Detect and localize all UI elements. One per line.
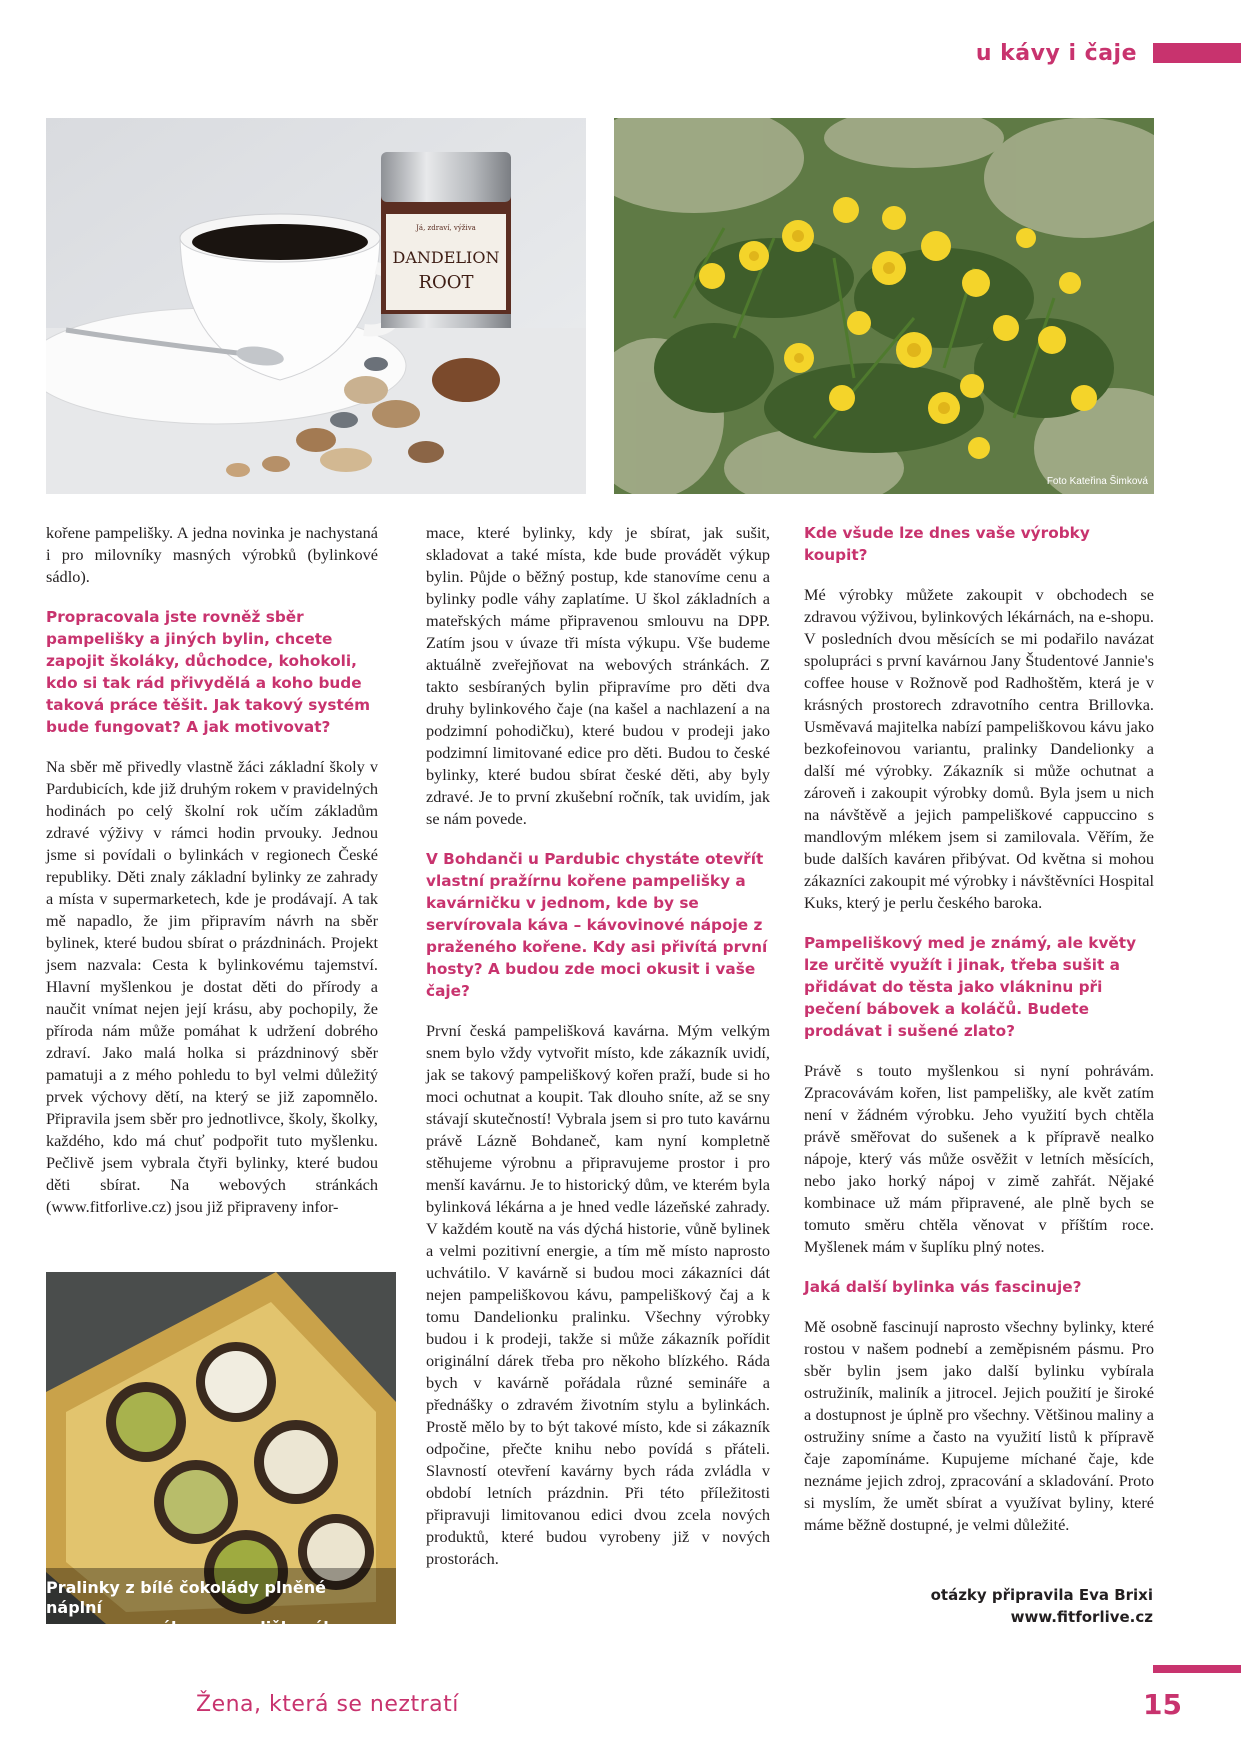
author-signature: otázky připravila Eva Brixi (930, 1586, 1153, 1604)
jar-label-line2: ROOT (418, 272, 474, 293)
answer-paragraph: Mě osobně fascinují naprosto všechny bylinky, které rostou v našem podnebí a zeměpisném pásmu. Pro sběr bylin jsem jako další bylinku vybírala ostružiník, maliník a jitrocel. Jejich použití je široké a dostupnost je úplně pro všechny. Většinou maliny a ostružiny sníme a často na využití listů k přípravě čaje zapomínáme. Kupujeme míchané čaje, kde neznáme jejich zdroj, zpracování a skladování. Proto si myslím, že umět sbírat a využívat byliny, které máme běžně dostupné, je velmi důležité. (804, 1317, 1154, 1534)
answer-paragraph: kořene pampelišky. A jedna novinka je nachystaná i pro milovníky masných výrobků (bylinkové sádlo). (46, 523, 378, 586)
pralines-caption (46, 1578, 386, 1658)
article-column-1 (46, 522, 378, 1236)
answer-paragraph: Právě s touto myšlenkou si nyní pohrávám. Zpracovávám kořen, list pampelišky, ale květ zatím není v žádném výrobku. Jeho využití bych chtěla právě směřovat do sušenek a k přípravě nealko nápoje, který vás může osvěžit v letních měsících, nebo jako horký nápoj v zimě zahřát. Nějaké kombinace už mám připravené, ale plně bych se tomuto směru chtěla věnovat v příštím roce. Myšlenek mám v šuplíku plný notes. (804, 1061, 1154, 1256)
pralines-illustration (46, 1272, 396, 1624)
caption-line-1: Pralinky z bílé čokolády plněné náplní (46, 1578, 326, 1617)
footer-bar (1153, 1665, 1241, 1673)
article-column-3 (804, 522, 1154, 1554)
jar-tag: Já, zdraví, výživa (416, 224, 476, 232)
interview-question: Pampeliškový med je známý, ale květy lze určitě využít i jinak, třeba sušit a přidávat do těsta jako vlákninu při pečení bábovek a koláčů. Budete prodávat i sušené zlato? (804, 934, 1137, 1040)
rubric-label: u kávy i čaje (975, 40, 1137, 66)
section-rubric (976, 30, 1241, 76)
website-link[interactable]: www.fitforlive.cz (1010, 1608, 1153, 1626)
dandelion-illustration (614, 118, 1154, 494)
article-column-2 (426, 522, 770, 1588)
rubric-bar (1153, 43, 1241, 63)
page-number: 15 (1143, 1688, 1182, 1721)
interview-question: Propracovala jste rovněž sběr pampelišky a jiných bylin, chcete zapojit školáky, důchodce, kohokoli, kdo si tak rád přivydělá a koho bude taková práce těšit. Jak takový systém bude fungovat? A jak motivovat? (46, 608, 371, 736)
pralines-photo (46, 1272, 396, 1624)
caption-line-2: z macerovaného pampeliškového kořene (46, 1618, 346, 1657)
answer-paragraph: Na sběr mě přivedly vlastně žáci základní školy v Pardubicích, kde již druhým rokem v pravidelných hodinách po celý školní rok učím základům zdravé výživy v rámci hodin prvouky. Jednou jsme si povídali o bylinkách v regionech České republiky. Děti znaly základní bylinky ze zahrady a místa v supermarketech, kde je prodávají. A tak mě napadlo, že jim připravím návrh na sběr bylinek, které budou sbírat o prázdninách. Projekt jsem nazvala: Cesta k bylinkovému tajemství. Hlavní myšlenkou je dostat děti do přírody a naučit vnímat nejen její krásu, aby pochopily, že příroda nám může pomáhat k udržení dobrého zdraví. Jako malá holka si prázdninový sběr pamatuji a z mého pohledu to byl velmi důležitý prvek výchovy dětí, na který se již zapomnělo. Připravila jsem sběr pro jednotlivce, školy, školky, každého, kdo má chuť podpořit tuto myšlenku. Pečlivě jsem vybrala čtyři bylinky, které budou děti sbírat. Na webových stránkách (www.fitforlive.cz) jsou již připraveny infor- (46, 757, 378, 1216)
coffee-photo (46, 118, 586, 494)
jar-label-line1: DANDELION (392, 248, 500, 267)
answer-paragraph: První česká pampelišková kavárna. Mým velkým snem bylo vždy vytvořit místo, kde zákazník uvidí, jak se takový pampeliškový kořen praží, bude si ho moci ochutnat a koupit. Tak dlouho sníte, až se sny stávají skutečností! Vybrala jsem si pro tuto kavárnu právě Lázně Bohdaneč, kam nyní kompletně stěhujeme výrobnu a připravujeme prostor i pro menší kavárnu. Je to historický dům, ve kterém byla bylinková lékárna a je hned vedle lázeňské zahrady. V každém koutě na vás dýchá historie, vůně bylinek a velmi pozitivní energie, a tím mě místo naprosto uchvátilo. V kavárně si budou moci zákazníci dát nejen pampeliškovou kávu, pampeliškový čaj a k tomu Dandelionku pralinku. Všechny výrobky budou i k prodeji, takže si může zákazník pořídit originální dárek třeba pro někoho blízkého. Ráda bych v kavárně pořádala různé semináře a přednášky o zdravém životním stylu a bylinkách. Prostě mělo by to být takové místo, kde si zákazník odpočine, přečte knihu nebo povídá s přáteli. Slavností otevření kavárny bych ráda zvládla v období letních prázdnin. Při této příležitosti připravuji limitovanou edici dvou zcela nových produktů, které budou vyrobeny již v nových prostorách. (426, 1021, 770, 1568)
interview-question: V Bohdanči u Pardubic chystáte otevřít vlastní pražírnu kořene pampelišky a kavárničku v jednom, kde by se servírovala káva – kávovinové nápoje z praženého kořene. Kdy asi přivítá první hosty? A budou zde moci okusit i vaše čaje? (426, 850, 768, 1000)
interview-question: Kde všude lze dnes vaše výrobky koupit? (804, 524, 1090, 564)
interview-question: Jaká další bylinka vás fascinuje? (804, 1278, 1082, 1296)
magazine-title: Žena, která se neztratí (196, 1692, 459, 1717)
answer-paragraph: Mé výrobky můžete zakoupit v obchodech se zdravou výživou, bylinkových lékárnách, na e-shopu. V posledních dvou měsících se mi podařilo navázat spolupráci s první kavárnou Jany Študentové Jannie's coffee house v Rožnově pod Radhoštěm, která je v krásných prostorech zdravotního centra Brillovka. Usměvavá majitelka nabízí pampeliškovou kávu jako bezkofeinovou variantu, pralinky Dandelionky a další mé výrobky. Zákazník si může ochutnat a zároveň i zakoupit výrobky domů. Byla jsem u nich na návštěvě a jejich pampeliškové cappuccino s mandlovým mlékem jsem si zamilovala. Věřím, že bude dalších kaváren přibývat. Od května si mohou zákazníci zakoupit mé výrobky i návštěvníci Hospital Kuks, který je perlu českého baroka. (804, 585, 1154, 912)
photo-credit: Foto Kateřina Šimková (1046, 476, 1148, 487)
dandelion-photo (614, 118, 1154, 494)
coffee-illustration (46, 118, 586, 494)
answer-paragraph: mace, které bylinky, kdy je sbírat, jak sušit, skladovat a také místa, kde bude provádět výkup bylin. Půjde o běžný postup, kde stanovíme cenu a bylinky podle váhy zaplatíme. U škol základních a mateřských máme připravenou smlouvu na DPP. Zatím jsou v úvaze tři místa výkupu. Vše budeme aktuálně zveřejňovat na webových stránkách. Z takto sesbíraných bylin připravíme pro děti dva druhy bylinkového čaje (na kašel a nachlazení a na podzimní pohodičku), které budou v prodeji jako podzimní limitované edice pro děti. Budou to české bylinky, které budou sbírat české děti, aby byly zdravé. Je to první zkušební ročník, tak uvidím, jak se nám povede. (426, 523, 770, 828)
